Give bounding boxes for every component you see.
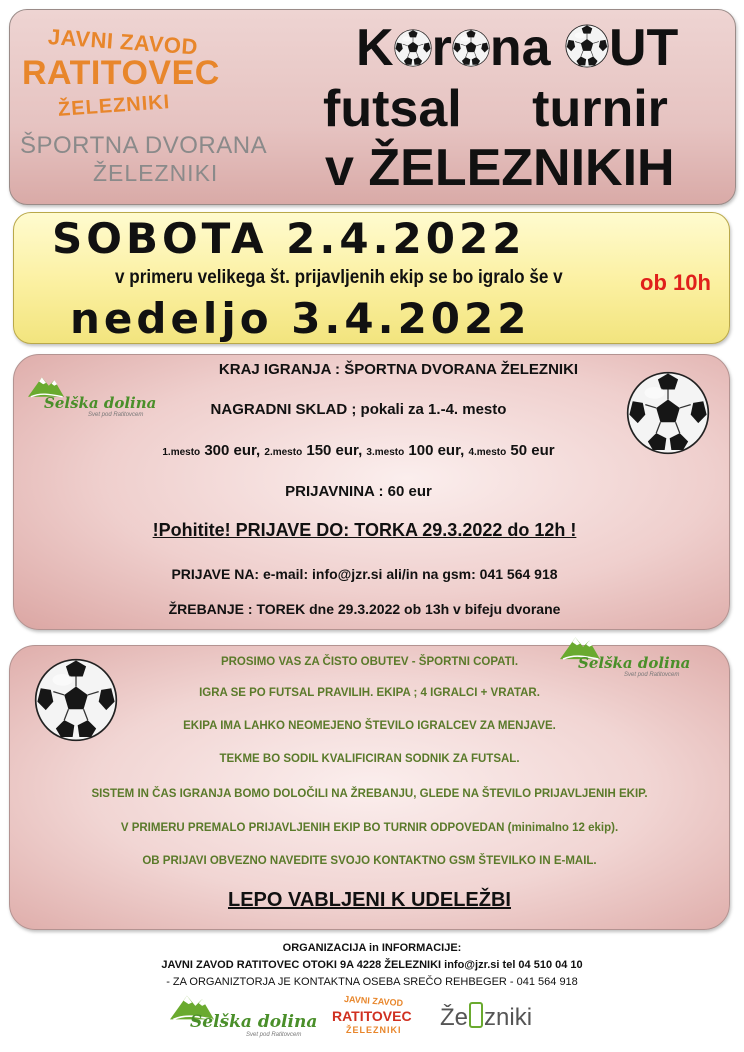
rule-3: EKIPA IMA LAHKO NEOMEJENO ŠTEVILO IGRALCEV ZA MENJAVE. — [183, 720, 556, 732]
rule-7: OB PRIJAVI OBVEZNO NAVEDITE SVOJO KONTAKTNO GSM ŠTEVILKO IN E-MAIL. — [142, 855, 597, 867]
rule-2: IGRA SE PO FUTSAL PRAVILIH. EKIPA ; 4 IGRALCI + VRATAR. — [199, 687, 540, 699]
prize-amounts — [0, 442, 717, 459]
hall-line2: ŽELEZNIKI — [93, 160, 219, 186]
prize-3-value: 100 eur, — [408, 442, 465, 459]
prize-4-value: 50 eur — [510, 442, 555, 459]
zelezniki-emblem-icon — [469, 1002, 483, 1028]
title-na: na — [489, 19, 551, 77]
prize-1-label: 1.mesto — [162, 447, 201, 458]
selska-dolina-logo — [170, 990, 320, 1040]
welcome-text: LEPO VABLJENI K UDELEŽBI — [228, 889, 511, 911]
footer-contact: - ZA ORGANIZTORJA JE KONTAKTNA OSEBA SREČO REHBEGER - 041 564 918 — [166, 976, 578, 988]
footer-heading: ORGANIZACIJA in INFORMACIJE: — [282, 942, 462, 954]
title-line3: v ŽELEZNIKIH — [325, 139, 675, 197]
selska-sub: Svet pod Ratitovcem — [88, 412, 144, 418]
ratitovec-l3: ŽELEZNIKI — [346, 1025, 402, 1035]
venue-text: KRAJ IGRANJA : ŠPORTNA DVORANA ŽELEZNIKI — [218, 361, 579, 378]
date-note: v primeru velikega št. prijavljenih ekip se bo igralo še v — [115, 267, 563, 288]
registration-contact: PRIJAVE NA: e-mail: info@jzr.si ali/in na gsm: 041 564 918 — [171, 566, 558, 582]
selska-sub: Svet pod Ratitovcem — [624, 672, 680, 678]
rule-1: PROSIMO VAS ZA ČISTO OBUTEV - ŠPORTNI COPATI. — [220, 656, 519, 668]
title-ut: UT — [608, 19, 679, 77]
hall-line1: ŠPORTNA DVORANA — [20, 132, 268, 159]
registration-deadline: !Pohitite! PRIJAVE DO: TORKA 29.3.2022 do 12h ! — [152, 520, 577, 540]
org-line2: RATITOVEC — [22, 54, 220, 92]
zelezniki-logo — [440, 1002, 532, 1032]
title-line2: futsal turnir — [323, 80, 668, 138]
prize-3-label: 3.mesto — [366, 447, 405, 458]
title-r: r — [431, 19, 452, 77]
rule-5: SISTEM IN ČAS IGRANJA BOMO DOLOČILI NA ŽREBANJU, GLEDE NA ŠTEVILO PRIJAVLJENIH EKIP. — [91, 788, 648, 800]
selska-dolina-logo — [560, 632, 691, 678]
prize-1-value: 300 eur, — [204, 442, 261, 459]
org-line1: JAVNI ZAVOD — [47, 24, 199, 60]
entry-fee: PRIJAVNINA : 60 eur — [285, 483, 432, 500]
prize-2-label: 2.mesto — [264, 447, 303, 458]
rule-6: V PRIMERU PREMALO PRIJAVLJENIH EKIP BO TURNIR ODPOVEDAN (minimalno 12 ekip). — [120, 822, 619, 834]
start-time: ob 10h — [640, 270, 711, 295]
prize-text: NAGRADNI SKLAD ; pokali za 1.-4. mesto — [210, 401, 507, 418]
org-line3: ŽELEZNIKI — [57, 91, 171, 121]
footer-address: JAVNI ZAVOD RATITOVEC OTOKI 9A 4228 ŽELEZNIKI info@jzr.si tel 04 510 04 10 — [161, 959, 583, 971]
date-saturday: SOBOTA 2.4.2022 — [52, 214, 526, 263]
ratitovec-logo — [332, 993, 422, 1042]
selska-sub: Svet pod Ratitovcem — [246, 1032, 302, 1038]
ratitovec-l2: RATITOVEC — [332, 1008, 412, 1024]
zelezniki-pre: Že — [440, 1004, 469, 1031]
soccer-ball-icon — [565, 24, 609, 68]
rule-4: TEKME BO SODIL KVALIFICIRAN SODNIK ZA FUTSAL. — [219, 753, 520, 765]
selska-name: Selška dolina — [44, 394, 157, 412]
ratitovec-l1: JAVNI ZAVOD — [343, 993, 404, 1009]
date-sunday: nedeljo 3.4.2022 — [70, 294, 531, 343]
prize-4-label: 4.mesto — [468, 447, 507, 458]
soccer-ball-icon — [394, 29, 432, 67]
selska-name: Selška dolina — [578, 654, 691, 672]
prize-2-value: 150 eur, — [306, 442, 363, 459]
soccer-ball-icon — [452, 29, 490, 67]
draw-info: ŽREBANJE : TOREK dne 29.3.2022 ob 13h v bifeju dvorane — [168, 601, 561, 617]
selska-name: Selška dolina — [190, 1012, 318, 1032]
zelezniki-post: zniki — [484, 1004, 533, 1031]
title-line1 — [356, 19, 679, 77]
title-k: K — [356, 19, 394, 77]
